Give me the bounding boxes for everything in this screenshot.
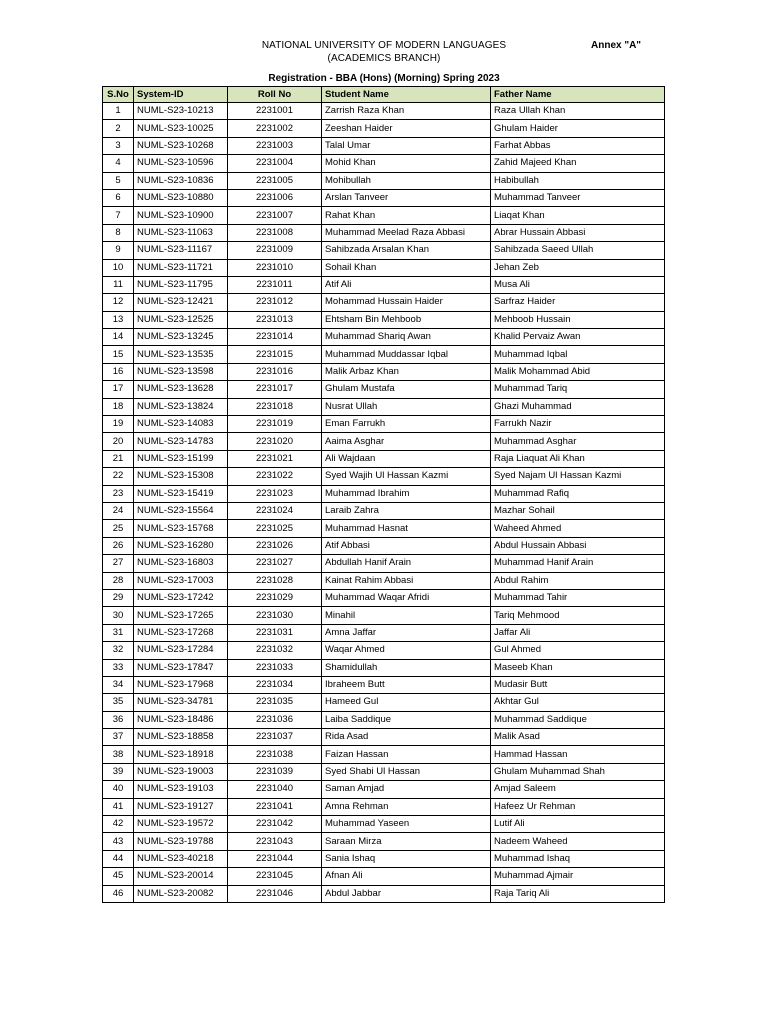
cell-system-id: NUML-S23-10025 [134,120,228,137]
cell-student-name: Ehtsham Bin Mehboob [322,311,491,328]
cell-system-id: NUML-S23-15419 [134,485,228,502]
cell-system-id: NUML-S23-10213 [134,103,228,120]
table-header [103,87,665,103]
cell-system-id: NUML-S23-19103 [134,781,228,798]
cell-student-name: Sahibzada Arsalan Khan [322,242,491,259]
table-row [103,763,665,780]
cell-student-name: Rahat Khan [322,207,491,224]
cell-student-name: Ghulam Mustafa [322,381,491,398]
cell-roll-no: 2231030 [228,607,322,624]
cell-sno: 11 [103,276,134,293]
university-title: NATIONAL UNIVERSITY OF MODERN LANGUAGES [261,40,507,51]
cell-student-name: Muhammad Ibrahim [322,485,491,502]
cell-system-id: NUML-S23-10268 [134,137,228,154]
cell-system-id: NUML-S23-14083 [134,416,228,433]
cell-roll-no: 2231025 [228,520,322,537]
cell-student-name: Rida Asad [322,729,491,746]
cell-system-id: NUML-S23-13245 [134,329,228,346]
cell-father-name: Sarfraz Haider [491,294,665,311]
cell-student-name: Abdullah Hanif Arain [322,555,491,572]
cell-father-name: Raja Liaquat Ali Khan [491,450,665,467]
table-row [103,224,665,241]
cell-sno: 3 [103,137,134,154]
cell-father-name: Muhammad Ishaq [491,850,665,867]
table-row [103,642,665,659]
table-row [103,589,665,606]
cell-system-id: NUML-S23-16803 [134,555,228,572]
cell-father-name: Lutif Ali [491,816,665,833]
cell-roll-no: 2231009 [228,242,322,259]
cell-system-id: NUML-S23-10900 [134,207,228,224]
cell-father-name: Musa Ali [491,276,665,293]
cell-sno: 17 [103,381,134,398]
cell-student-name: Minahil [322,607,491,624]
table-row [103,816,665,833]
cell-student-name: Hameed Gul [322,694,491,711]
cell-father-name: Sahibzada Saeed Ullah [491,242,665,259]
table-row [103,329,665,346]
cell-father-name: Malik Asad [491,729,665,746]
cell-sno: 37 [103,729,134,746]
cell-father-name: Gul Ahmed [491,642,665,659]
table-row [103,868,665,885]
cell-sno: 6 [103,189,134,206]
table-row [103,729,665,746]
cell-father-name: Muhammad Asghar [491,433,665,450]
cell-sno: 13 [103,311,134,328]
cell-roll-no: 2231007 [228,207,322,224]
cell-student-name: Mohid Khan [322,155,491,172]
table-row [103,398,665,415]
col-header-roll-no: Roll No [228,87,322,103]
table-row [103,572,665,589]
cell-roll-no: 2231004 [228,155,322,172]
cell-system-id: NUML-S23-40218 [134,850,228,867]
cell-roll-no: 2231033 [228,659,322,676]
cell-father-name: Tariq Mehmood [491,607,665,624]
registration-table [102,86,665,903]
cell-student-name: Syed Shabi Ul Hassan [322,763,491,780]
cell-system-id: NUML-S23-13535 [134,346,228,363]
table-row [103,502,665,519]
cell-system-id: NUML-S23-18858 [134,729,228,746]
cell-sno: 2 [103,120,134,137]
table-row [103,781,665,798]
cell-sno: 5 [103,172,134,189]
cell-roll-no: 2231039 [228,763,322,780]
table-row [103,294,665,311]
cell-student-name: Atif Ali [322,276,491,293]
cell-father-name: Farrukh Nazir [491,416,665,433]
cell-system-id: NUML-S23-19572 [134,816,228,833]
table-row [103,607,665,624]
cell-roll-no: 2231014 [228,329,322,346]
cell-roll-no: 2231034 [228,676,322,693]
cell-system-id: NUML-S23-15308 [134,468,228,485]
cell-roll-no: 2231031 [228,624,322,641]
cell-student-name: Atif Abbasi [322,537,491,554]
cell-system-id: NUML-S23-19127 [134,798,228,815]
cell-roll-no: 2231002 [228,120,322,137]
registration-title: Registration - BBA (Hons) (Morning) Spring 2023 [268,73,500,84]
cell-roll-no: 2231001 [228,103,322,120]
cell-student-name: Zarrish Raza Khan [322,103,491,120]
cell-father-name: Raza Ullah Khan [491,103,665,120]
table-row [103,346,665,363]
cell-father-name: Amjad Saleem [491,781,665,798]
table-row [103,155,665,172]
cell-sno: 25 [103,520,134,537]
cell-roll-no: 2231046 [228,885,322,902]
cell-father-name: Jaffar Ali [491,624,665,641]
cell-system-id: NUML-S23-11167 [134,242,228,259]
cell-system-id: NUML-S23-17284 [134,642,228,659]
cell-roll-no: 2231019 [228,416,322,433]
cell-sno: 24 [103,502,134,519]
cell-sno: 40 [103,781,134,798]
cell-sno: 12 [103,294,134,311]
table-row [103,711,665,728]
col-header-system-id: System-ID [134,87,228,103]
cell-father-name: Muhammad Tahir [491,589,665,606]
cell-student-name: Mohammad Hussain Haider [322,294,491,311]
cell-student-name: Shamidullah [322,659,491,676]
cell-sno: 8 [103,224,134,241]
table-row [103,311,665,328]
cell-roll-no: 2231043 [228,833,322,850]
cell-roll-no: 2231022 [228,468,322,485]
cell-sno: 16 [103,363,134,380]
col-header-sno: S.No [103,87,134,103]
cell-roll-no: 2231028 [228,572,322,589]
cell-system-id: NUML-S23-17003 [134,572,228,589]
cell-student-name: Muhammad Meelad Raza Abbasi [322,224,491,241]
cell-roll-no: 2231026 [228,537,322,554]
cell-father-name: Syed Najam Ul Hassan Kazmi [491,468,665,485]
cell-roll-no: 2231011 [228,276,322,293]
cell-student-name: Sohail Khan [322,259,491,276]
cell-student-name: Aaima Asghar [322,433,491,450]
cell-roll-no: 2231045 [228,868,322,885]
cell-sno: 46 [103,885,134,902]
col-header-student-name: Student Name [322,87,491,103]
col-header-father-name: Father Name [491,87,665,103]
cell-roll-no: 2231038 [228,746,322,763]
cell-roll-no: 2231013 [228,311,322,328]
cell-sno: 34 [103,676,134,693]
cell-system-id: NUML-S23-19003 [134,763,228,780]
cell-roll-no: 2231021 [228,450,322,467]
cell-roll-no: 2231018 [228,398,322,415]
table-row [103,381,665,398]
cell-student-name: Saman Amjad [322,781,491,798]
cell-roll-no: 2231010 [228,259,322,276]
table-row [103,694,665,711]
cell-sno: 33 [103,659,134,676]
table-row [103,833,665,850]
cell-sno: 15 [103,346,134,363]
cell-sno: 30 [103,607,134,624]
cell-sno: 9 [103,242,134,259]
cell-roll-no: 2231029 [228,589,322,606]
cell-system-id: NUML-S23-17268 [134,624,228,641]
cell-student-name: Muhammad Yaseen [322,816,491,833]
cell-sno: 22 [103,468,134,485]
cell-sno: 18 [103,398,134,415]
cell-system-id: NUML-S23-12525 [134,311,228,328]
cell-student-name: Ali Wajdaan [322,450,491,467]
cell-system-id: NUML-S23-13628 [134,381,228,398]
cell-roll-no: 2231027 [228,555,322,572]
table-row [103,189,665,206]
cell-roll-no: 2231036 [228,711,322,728]
cell-student-name: Amna Rehman [322,798,491,815]
cell-student-name: Eman Farrukh [322,416,491,433]
cell-student-name: Laraib Zahra [322,502,491,519]
cell-student-name: Malik Arbaz Khan [322,363,491,380]
cell-father-name: Farhat Abbas [491,137,665,154]
cell-sno: 10 [103,259,134,276]
cell-system-id: NUML-S23-11063 [134,224,228,241]
cell-father-name: Zahid Majeed Khan [491,155,665,172]
cell-student-name: Zeeshan Haider [322,120,491,137]
cell-sno: 27 [103,555,134,572]
cell-student-name: Kainat Rahim Abbasi [322,572,491,589]
cell-roll-no: 2231041 [228,798,322,815]
cell-roll-no: 2231006 [228,189,322,206]
table-row [103,850,665,867]
table-row [103,659,665,676]
cell-sno: 38 [103,746,134,763]
cell-father-name: Habibullah [491,172,665,189]
cell-father-name: Mazhar Sohail [491,502,665,519]
cell-father-name: Muhammad Rafiq [491,485,665,502]
cell-sno: 31 [103,624,134,641]
cell-roll-no: 2231015 [228,346,322,363]
cell-roll-no: 2231042 [228,816,322,833]
table-row [103,624,665,641]
cell-sno: 26 [103,537,134,554]
cell-system-id: NUML-S23-10880 [134,189,228,206]
table-row [103,676,665,693]
cell-system-id: NUML-S23-17968 [134,676,228,693]
cell-father-name: Ghulam Haider [491,120,665,137]
table-row [103,242,665,259]
cell-father-name: Mehboob Hussain [491,311,665,328]
cell-system-id: NUML-S23-10836 [134,172,228,189]
cell-father-name: Muhammad Tariq [491,381,665,398]
table-row [103,363,665,380]
cell-sno: 28 [103,572,134,589]
table-row [103,520,665,537]
cell-student-name: Arslan Tanveer [322,189,491,206]
cell-student-name: Muhammad Waqar Afridi [322,589,491,606]
cell-father-name: Maseeb Khan [491,659,665,676]
cell-student-name: Ibraheem Butt [322,676,491,693]
cell-student-name: Talal Umar [322,137,491,154]
cell-father-name: Liaqat Khan [491,207,665,224]
cell-system-id: NUML-S23-13824 [134,398,228,415]
cell-father-name: Abdul Rahim [491,572,665,589]
cell-sno: 4 [103,155,134,172]
cell-father-name: Abrar Hussain Abbasi [491,224,665,241]
cell-system-id: NUML-S23-20082 [134,885,228,902]
cell-student-name: Syed Wajih Ul Hassan Kazmi [322,468,491,485]
cell-sno: 7 [103,207,134,224]
table-row [103,103,665,120]
table-body [103,103,665,903]
cell-sno: 19 [103,416,134,433]
cell-sno: 35 [103,694,134,711]
cell-system-id: NUML-S23-13598 [134,363,228,380]
cell-roll-no: 2231020 [228,433,322,450]
cell-father-name: Raja Tariq Ali [491,885,665,902]
cell-roll-no: 2231008 [228,224,322,241]
table-row [103,416,665,433]
cell-student-name: Muhammad Shariq Awan [322,329,491,346]
cell-system-id: NUML-S23-10596 [134,155,228,172]
table-row [103,207,665,224]
cell-system-id: NUML-S23-15564 [134,502,228,519]
cell-sno: 43 [103,833,134,850]
cell-system-id: NUML-S23-11721 [134,259,228,276]
cell-student-name: Sania Ishaq [322,850,491,867]
cell-sno: 29 [103,589,134,606]
cell-system-id: NUML-S23-15768 [134,520,228,537]
cell-system-id: NUML-S23-20014 [134,868,228,885]
cell-father-name: Waheed Ahmed [491,520,665,537]
cell-father-name: Hafeez Ur Rehman [491,798,665,815]
cell-sno: 42 [103,816,134,833]
cell-system-id: NUML-S23-18918 [134,746,228,763]
cell-system-id: NUML-S23-14783 [134,433,228,450]
cell-father-name: Akhtar Gul [491,694,665,711]
cell-roll-no: 2231003 [228,137,322,154]
cell-father-name: Muhammad Ajmair [491,868,665,885]
annex-label: Annex "A" [591,40,642,51]
cell-father-name: Muhammad Iqbal [491,346,665,363]
cell-roll-no: 2231044 [228,850,322,867]
cell-student-name: Laiba Saddique [322,711,491,728]
cell-roll-no: 2231040 [228,781,322,798]
cell-sno: 21 [103,450,134,467]
header-row [103,87,665,103]
cell-sno: 23 [103,485,134,502]
cell-sno: 41 [103,798,134,815]
cell-system-id: NUML-S23-12421 [134,294,228,311]
cell-student-name: Amna Jaffar [322,624,491,641]
table-row [103,172,665,189]
cell-sno: 20 [103,433,134,450]
branch-title: (ACADEMICS BRANCH) [327,53,441,64]
cell-sno: 14 [103,329,134,346]
cell-father-name: Abdul Hussain Abbasi [491,537,665,554]
cell-sno: 32 [103,642,134,659]
cell-system-id: NUML-S23-17265 [134,607,228,624]
cell-system-id: NUML-S23-11795 [134,276,228,293]
cell-student-name: Waqar Ahmed [322,642,491,659]
table-row [103,798,665,815]
cell-father-name: Ghulam Muhammad Shah [491,763,665,780]
cell-roll-no: 2231024 [228,502,322,519]
cell-student-name: Muhammad Muddassar Iqbal [322,346,491,363]
cell-student-name: Abdul Jabbar [322,885,491,902]
table-row [103,555,665,572]
table-row [103,537,665,554]
cell-father-name: Malik Mohammad Abid [491,363,665,380]
cell-student-name: Faizan Hassan [322,746,491,763]
table-row [103,259,665,276]
cell-father-name: Muhammad Tanveer [491,189,665,206]
cell-father-name: Khalid Pervaiz Awan [491,329,665,346]
cell-sno: 1 [103,103,134,120]
cell-roll-no: 2231032 [228,642,322,659]
cell-student-name: Afnan Ali [322,868,491,885]
table-row [103,137,665,154]
table-row [103,433,665,450]
cell-student-name: Mohibullah [322,172,491,189]
cell-father-name: Hammad Hassan [491,746,665,763]
cell-system-id: NUML-S23-19788 [134,833,228,850]
cell-system-id: NUML-S23-17242 [134,589,228,606]
cell-sno: 45 [103,868,134,885]
cell-father-name: Mudasir Butt [491,676,665,693]
cell-roll-no: 2231012 [228,294,322,311]
cell-roll-no: 2231016 [228,363,322,380]
cell-student-name: Nusrat Ullah [322,398,491,415]
table-row [103,746,665,763]
cell-father-name: Nadeem Waheed [491,833,665,850]
cell-father-name: Muhammad Saddique [491,711,665,728]
table-row [103,468,665,485]
cell-system-id: NUML-S23-16280 [134,537,228,554]
table-row [103,885,665,902]
table-row [103,276,665,293]
cell-roll-no: 2231023 [228,485,322,502]
cell-student-name: Saraan Mirza [322,833,491,850]
cell-system-id: NUML-S23-15199 [134,450,228,467]
cell-sno: 36 [103,711,134,728]
cell-sno: 44 [103,850,134,867]
table-row [103,120,665,137]
cell-roll-no: 2231035 [228,694,322,711]
table-row [103,485,665,502]
cell-father-name: Muhammad Hanif Arain [491,555,665,572]
table-row [103,450,665,467]
cell-sno: 39 [103,763,134,780]
cell-roll-no: 2231037 [228,729,322,746]
cell-father-name: Ghazi Muhammad [491,398,665,415]
cell-roll-no: 2231017 [228,381,322,398]
cell-roll-no: 2231005 [228,172,322,189]
cell-system-id: NUML-S23-18486 [134,711,228,728]
cell-system-id: NUML-S23-17847 [134,659,228,676]
cell-student-name: Muhammad Hasnat [322,520,491,537]
cell-father-name: Jehan Zeb [491,259,665,276]
cell-system-id: NUML-S23-34781 [134,694,228,711]
